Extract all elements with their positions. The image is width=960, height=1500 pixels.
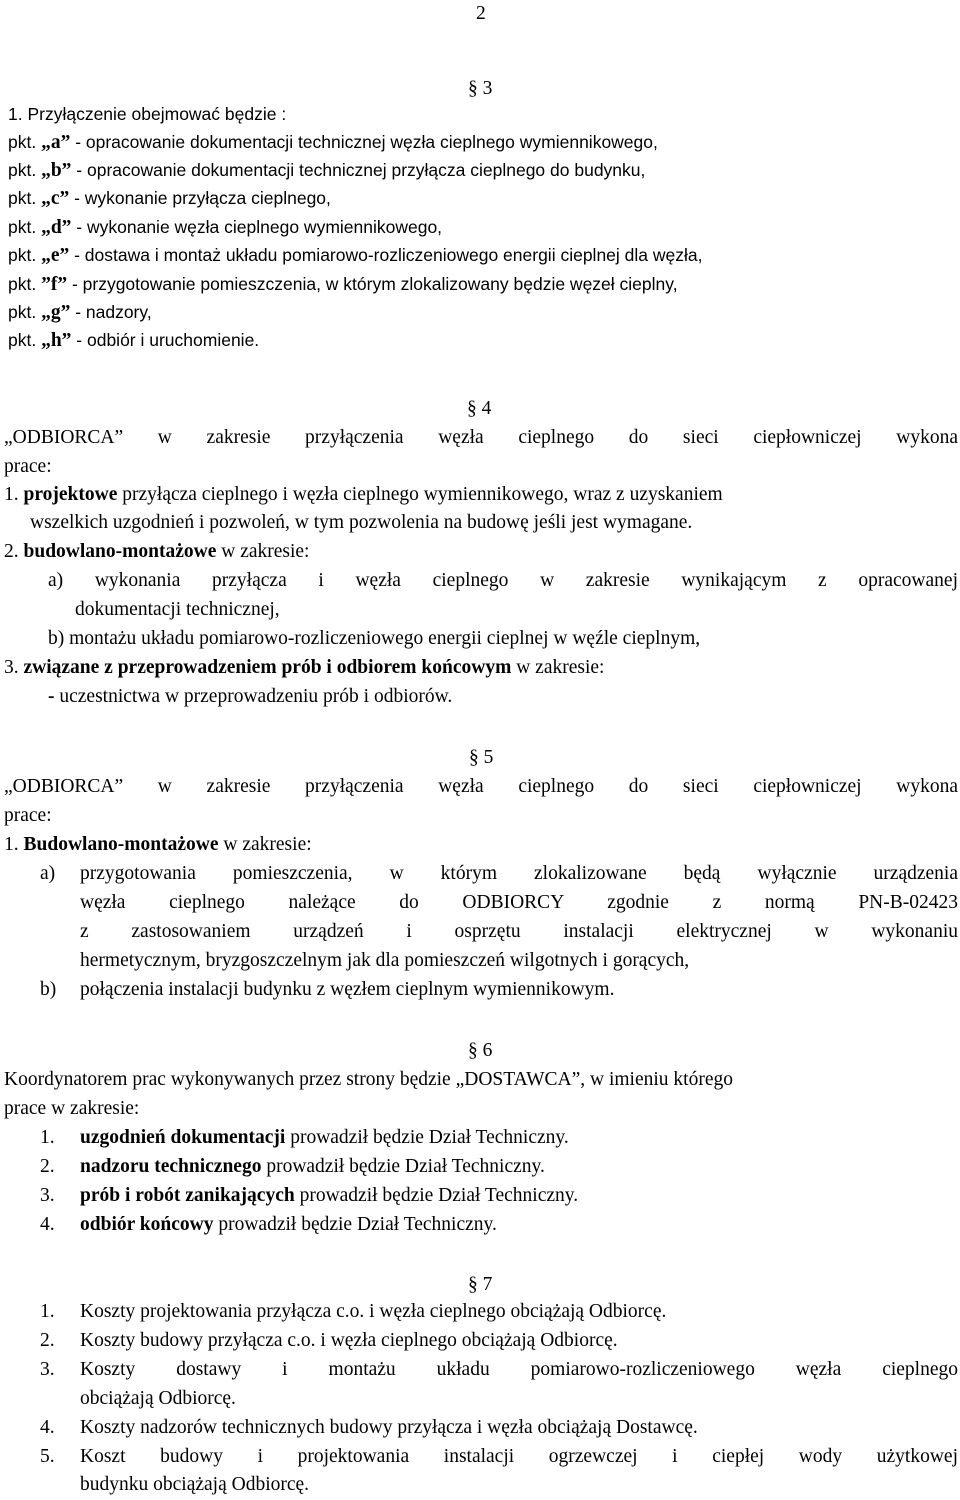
section-3-intro: 1. Przyłączenie obejmować będzie : (8, 104, 287, 124)
s7-item-4: Koszty nadzorów technicznych budowy przyłącza i węzła obciążają Dostawcę. (80, 1417, 698, 1438)
s4-point-3-line2: - uczestnictwa w przeprowadzeniu prób i odbiorów. (48, 686, 453, 707)
s5-point-a-line4: hermetycznym, bryzgoszczelnym jak dla pomieszczeń wilgotnych i gorących, (80, 950, 690, 971)
s6-item-4: odbiór końcowy prowadził będzie Dział Techniczny. (80, 1214, 497, 1235)
s7-item-2: Koszty budowy przyłącza c.o. i węzła cieplnego obciążają Odbiorcę. (80, 1330, 618, 1351)
section-5-heading: § 5 (469, 747, 494, 768)
s4-point-2b: b) montażu układu pomiarowo-rozliczeniowego energii cieplnej w węźle cieplnym, (48, 628, 701, 649)
s6-item-2: nadzoru technicznego prowadził będzie Dział Techniczny. (80, 1156, 545, 1177)
s7-item-1: Koszty projektowania przyłącza c.o. i węzła cieplnego obciążają Odbiorcę. (80, 1301, 667, 1322)
s3-item-e: pkt. „e” - dostawa i montaż układu pomiarowo-rozliczeniowego energii cieplnej dla węzła, (8, 245, 703, 266)
s6-item-4-number: 4. (40, 1214, 55, 1235)
s5-point-b-text: połączenia instalacji budynku z węzłem cieplnym wymiennikowym. (80, 979, 615, 1000)
section-6-intro-line1: Koordynatorem prac wykonywanych przez strony będzie „DOSTAWCA”, w imieniu którego (4, 1069, 733, 1090)
s3-item-c: pkt. „c” - wykonanie przyłącza cieplnego, (8, 188, 331, 209)
section-6-heading: § 6 (468, 1040, 493, 1061)
s5-point-a-line3: z zastosowaniem urządzeń i osprzętu instalacji elektrycznej w wykonaniu (80, 921, 958, 942)
s3-item-d: pkt. „d” - wykonanie węzła cieplnego wymiennikowego, (8, 217, 443, 238)
s4-point-2a-line2: dokumentacji technicznej, (75, 599, 280, 620)
s6-item-3: prób i robót zanikających prowadził będzie Dział Techniczny. (80, 1185, 579, 1206)
s7-item-5-line1: Koszt budowy i projektowania instalacji ogrzewczej i ciepłej wody użytkowej (80, 1446, 958, 1467)
section-4-intro-line2: prace: (4, 456, 52, 477)
s5-point-a-label: a) (40, 863, 56, 884)
s7-item-5-number: 5. (40, 1446, 55, 1467)
s3-item-g: pkt. „g” - nadzory, (8, 302, 152, 323)
s4-point-1: 1. projektowe przyłącza cieplnego i węzła cieplnego wymiennikowego, wraz z uzyskaniem (4, 484, 723, 505)
section-4-intro-line1: „ODBIORCA” w zakresie przyłączenia węzła cieplnego do sieci ciepłowniczej wykona (4, 427, 958, 448)
page-number: 2 (476, 3, 486, 24)
s7-item-4-number: 4. (40, 1417, 55, 1438)
s7-item-3-line2: obciążają Odbiorcę. (80, 1388, 236, 1409)
section-5-intro-line1: „ODBIORCA” w zakresie przyłączenia węzła cieplnego do sieci ciepłowniczej wykona (4, 776, 958, 797)
s5-point-1: 1. Budowlano-montażowe w zakresie: (4, 834, 312, 855)
s6-item-1-number: 1. (40, 1127, 55, 1148)
s4-point-1-line2: wszelkich uzgodnień i pozwoleń, w tym pozwolenia na budowę jeśli jest wymagane. (30, 512, 693, 533)
s4-point-2: 2. budowlano-montażowe w zakresie: (4, 541, 310, 562)
s7-item-2-number: 2. (40, 1330, 55, 1351)
section-6-intro-line2: prace w zakresie: (4, 1098, 140, 1119)
s3-item-f: pkt. ”f” - przygotowanie pomieszczenia, w którym zlokalizowany będzie węzeł cieplny, (8, 274, 678, 295)
section-3-heading: § 3 (468, 78, 493, 99)
s6-item-3-number: 3. (40, 1185, 55, 1206)
s7-item-1-number: 1. (40, 1301, 55, 1322)
s7-item-5-line2: budynku obciążają Odbiorcę. (80, 1474, 310, 1495)
s4-point-2a-line1: a) wykonania przyłącza i węzła cieplnego w zakresie wynikającym z opracowanej (48, 570, 958, 591)
s6-item-1: uzgodnień dokumentacji prowadził będzie Dział Techniczny. (80, 1127, 569, 1148)
s7-item-3-number: 3. (40, 1359, 55, 1380)
s3-item-a: pkt. „a” - opracowanie dokumentacji technicznej węzła cieplnego wymiennikowego, (8, 132, 658, 153)
s4-point-3: 3. związane z przeprowadzeniem prób i odbiorem końcowym w zakresie: (4, 657, 605, 678)
s5-point-b-label: b) (40, 979, 57, 1000)
s6-item-2-number: 2. (40, 1156, 55, 1177)
s5-point-a-line1: przygotowania pomieszczenia, w którym zlokalizowane będą wyłącznie urządzenia (80, 863, 958, 884)
s7-item-3-line1: Koszty dostawy i montażu układu pomiarowo-rozliczeniowego węzła cieplnego (80, 1359, 958, 1380)
section-4-heading: § 4 (467, 398, 492, 419)
section-5-intro-line2: prace: (4, 805, 52, 826)
s3-item-b: pkt. „b” - opracowanie dokumentacji technicznej przyłącza cieplnego do budynku, (8, 160, 646, 181)
s5-point-a-line2: węzła cieplnego należące do ODBIORCY zgodnie z normą PN-B-02423 (80, 892, 958, 913)
section-7-heading: § 7 (468, 1274, 493, 1295)
s3-item-h: pkt. „h” - odbiór i uruchomienie. (8, 330, 260, 351)
